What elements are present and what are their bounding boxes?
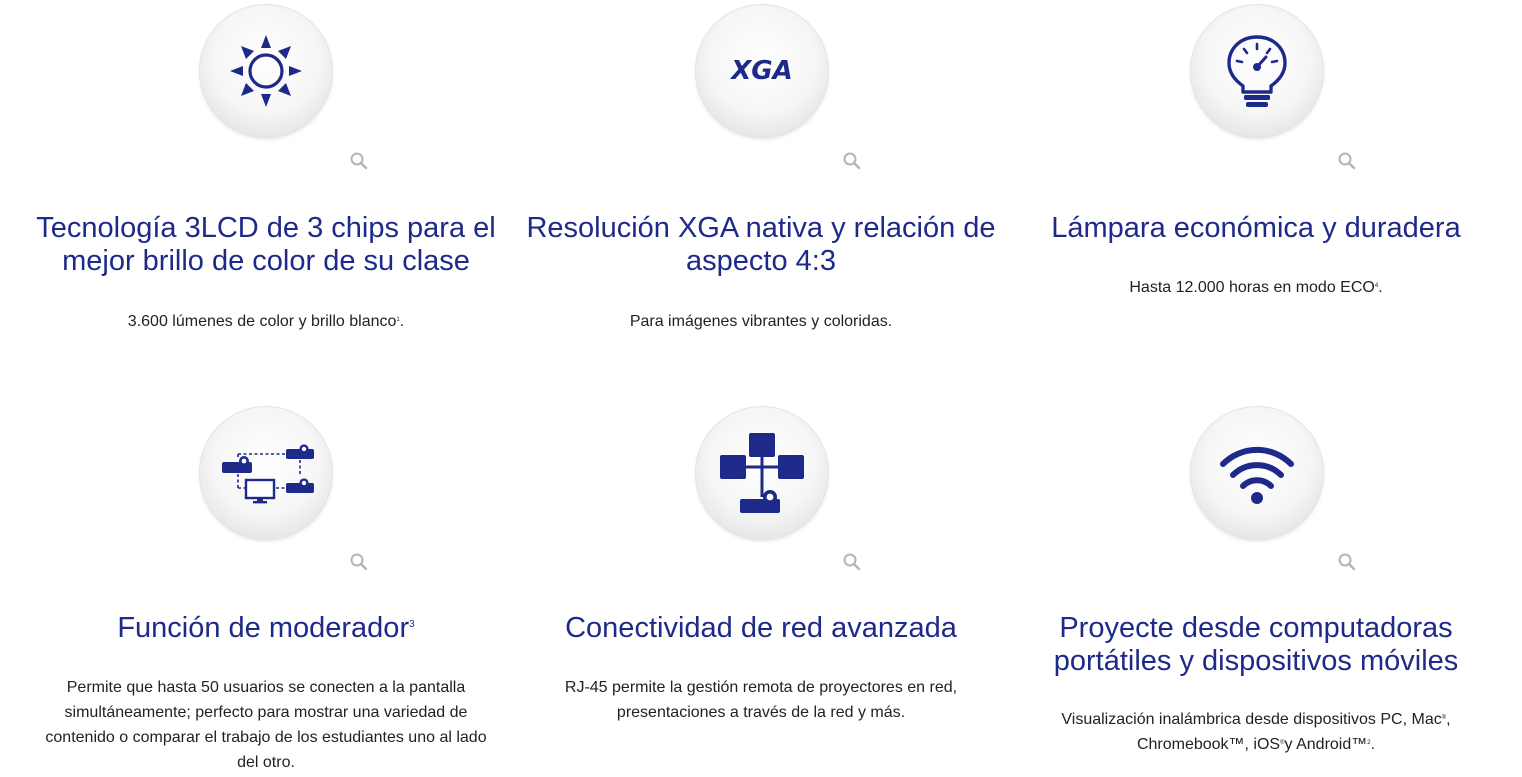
zoom-icon[interactable] [1336, 551, 1358, 573]
feature-icon-circle[interactable] [200, 5, 332, 137]
feature-icon-circle[interactable] [1191, 407, 1323, 539]
zoom-icon[interactable] [1336, 150, 1358, 172]
feature-icon-circle[interactable] [200, 407, 332, 539]
feature-description: Permite que hasta 50 usuarios se conecten a la pantalla simultáneamente; perfecto para mostrar una variedad de contenido o comparar el trabajo de los estudiantes uno al lado del otro. [45, 679, 487, 771]
wifi-icon [1217, 438, 1297, 508]
feature-description: 3.600 lúmenes de color y brillo blanco$^1$. [127, 313, 405, 330]
feature-description: Visualización inalámbrica desde dispositivos PC, Mac®, Chromebook™, iOS®y Android™$^2$. [1061, 711, 1451, 753]
zoom-icon[interactable] [348, 551, 370, 573]
feature-title: Conectividad de red avanzada [565, 612, 957, 644]
zoom-icon[interactable] [841, 551, 863, 573]
feature-title: Lámpara económica y duradera [1051, 212, 1461, 244]
feature-title: Tecnología 3LCD de 3 chips para el mejor brillo de color de su clase [36, 212, 496, 277]
feature-description: Para imágenes vibrantes y coloridas. [629, 313, 893, 330]
feature-description: Hasta 12.000 horas en modo ECO$^4$. [1129, 279, 1383, 296]
network-connectivity-icon [712, 425, 812, 521]
brightness-sun-icon [227, 32, 305, 110]
feature-description: RJ-45 permite la gestión remota de proyectores en red, presentaciones a través de la red y más. [564, 679, 958, 721]
feature-title: Función de moderador$^3$ [117, 612, 415, 644]
feature-icon-circle[interactable] [696, 5, 828, 137]
zoom-icon[interactable] [841, 150, 863, 172]
zoom-icon[interactable] [348, 150, 370, 172]
xga-resolution-icon: XGA [731, 56, 793, 86]
feature-icon-circle[interactable] [1191, 5, 1323, 137]
feature-icon-circle[interactable] [696, 407, 828, 539]
lamp-gauge-icon [1222, 31, 1292, 111]
feature-title: Resolución XGA nativa y relación de aspecto 4:3 [526, 212, 996, 277]
moderator-network-icon [216, 438, 316, 508]
feature-title: Proyecte desde computadoras portátiles y dispositivos móviles [1053, 612, 1459, 677]
